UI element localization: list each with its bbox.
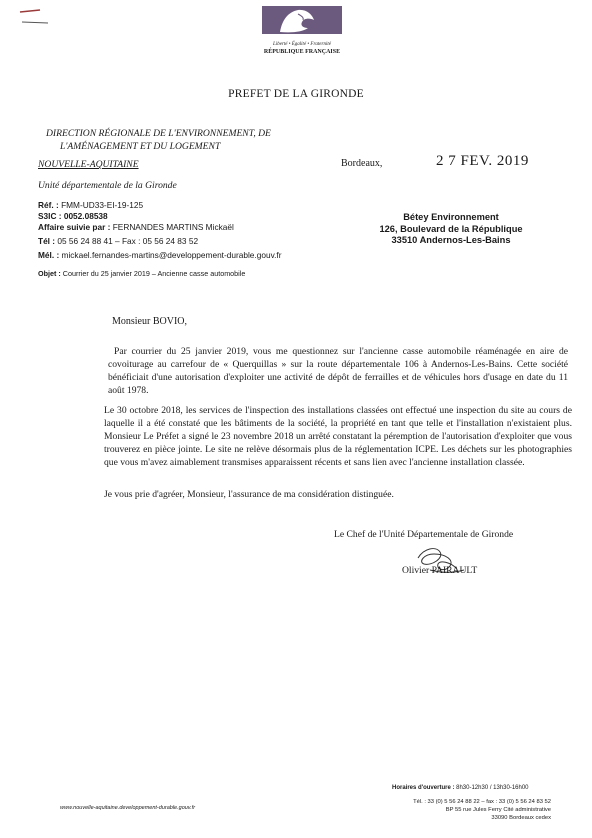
footer-website: www.nouvelle-aquitaine.developpement-durable.gouv.fr (60, 805, 196, 811)
paragraph-1: Par courrier du 25 janvier 2019, vous me questionnez sur l'ancienne casse automobile réaménagée en aire de covoiturage au carrefour de « Querquillas » sur la route départementale 106 à Andernos-Les-Bains. Cette société bénéficiait d'une autorisation d'exploiter une activité de dépôt de ferrailles et de véhicules hors d'usage en date du 11 août 1978. (108, 346, 568, 396)
sender-direction (46, 127, 271, 153)
recipient-street: 126, Boulevard de la République (379, 223, 523, 234)
salutation: Monsieur BOVIO, (112, 316, 187, 327)
republic-name: RÉPUBLIQUE FRANÇAISE (263, 49, 341, 55)
marianne-logo (258, 6, 346, 58)
recipient-address (362, 212, 540, 247)
footer-contact (372, 798, 551, 822)
recipient-name: Bétey Environnement (403, 212, 499, 222)
date-city: Bordeaux, (341, 158, 383, 169)
republic-motto: Liberté • Égalité • Fraternité (273, 42, 331, 47)
footer-address-2: 33090 Bordeaux cedex (491, 815, 551, 821)
s3ic-line: S3IC : 0052.08538 (38, 211, 108, 221)
tel-line: Tél : 05 56 24 88 41 – Fax : 05 56 24 83 52 (38, 236, 199, 246)
prefect-title: PREFET DE LA GIRONDE (228, 88, 364, 100)
mel-line: Mél. : mickael.fernandes-martins@developpement-durable.gouv.fr (38, 250, 282, 260)
opening-hours: Horaires d'ouverture : 8h30-12h30 / 13h30-16h00 (392, 785, 529, 791)
paragraph-2: Le 30 octobre 2018, les services de l'inspection des installations classées ont effectué une inspection du site au cours de laquelle il a été constaté que les bâtiments de la société, la propriété en tant que telle et l'installation n'existaient plus. Monsieur Le Préfet a signé le 23 novembre 2018 un arrêté constatant la péremption de l'autorisation d'exploiter que vous trouverez en pièce jointe. Le site ne relève désormais plus de la réglementation ICPE. Les déchets sur les photographies que vous m'avez aimablement transmises apparaissent récents et sans lien avec l'ancienne installation classée. (104, 405, 572, 468)
direction-line-1: DIRECTION RÉGIONALE DE L'ENVIRONNEMENT, DE (46, 128, 271, 139)
scan-mark (18, 8, 58, 28)
unit-label: Unité départementale de la Gironde (38, 180, 177, 191)
signatory-title: Le Chef de l'Unité Départementale de Gironde (334, 529, 514, 540)
direction-line-2: L'AMÉNAGEMENT ET DU LOGEMENT (60, 141, 221, 152)
footer-tel: Tél. : 33 (0) 5 56 24 88 22 – fax : 33 (0) 5 56 24 83 52 (413, 799, 551, 805)
footer-address-1: BP 55 rue Jules Ferry Cité administrative (445, 807, 551, 813)
marianne-emblem-icon (258, 6, 346, 34)
objet-line: Objet : Courrier du 25 janvier 2019 – Ancienne casse automobile (38, 269, 246, 278)
region-label: NOUVELLE-AQUITAINE (38, 159, 139, 170)
reference-block (38, 200, 281, 261)
affaire-line: Affaire suivie par : FERNANDES MARTINS Mickaël (38, 222, 234, 232)
date-stamp: 2 7 FEV. 2019 (436, 153, 529, 169)
recipient-city: 33510 Andernos-Les-Bains (391, 235, 511, 245)
ref-line: Réf. : FMM-UD33-EI-19-125 (38, 200, 144, 210)
signatory-name: Olivier PAIRAULT (402, 565, 478, 576)
closing-formula: Je vous prie d'agréer, Monsieur, l'assurance de ma considération distinguée. (104, 489, 394, 500)
